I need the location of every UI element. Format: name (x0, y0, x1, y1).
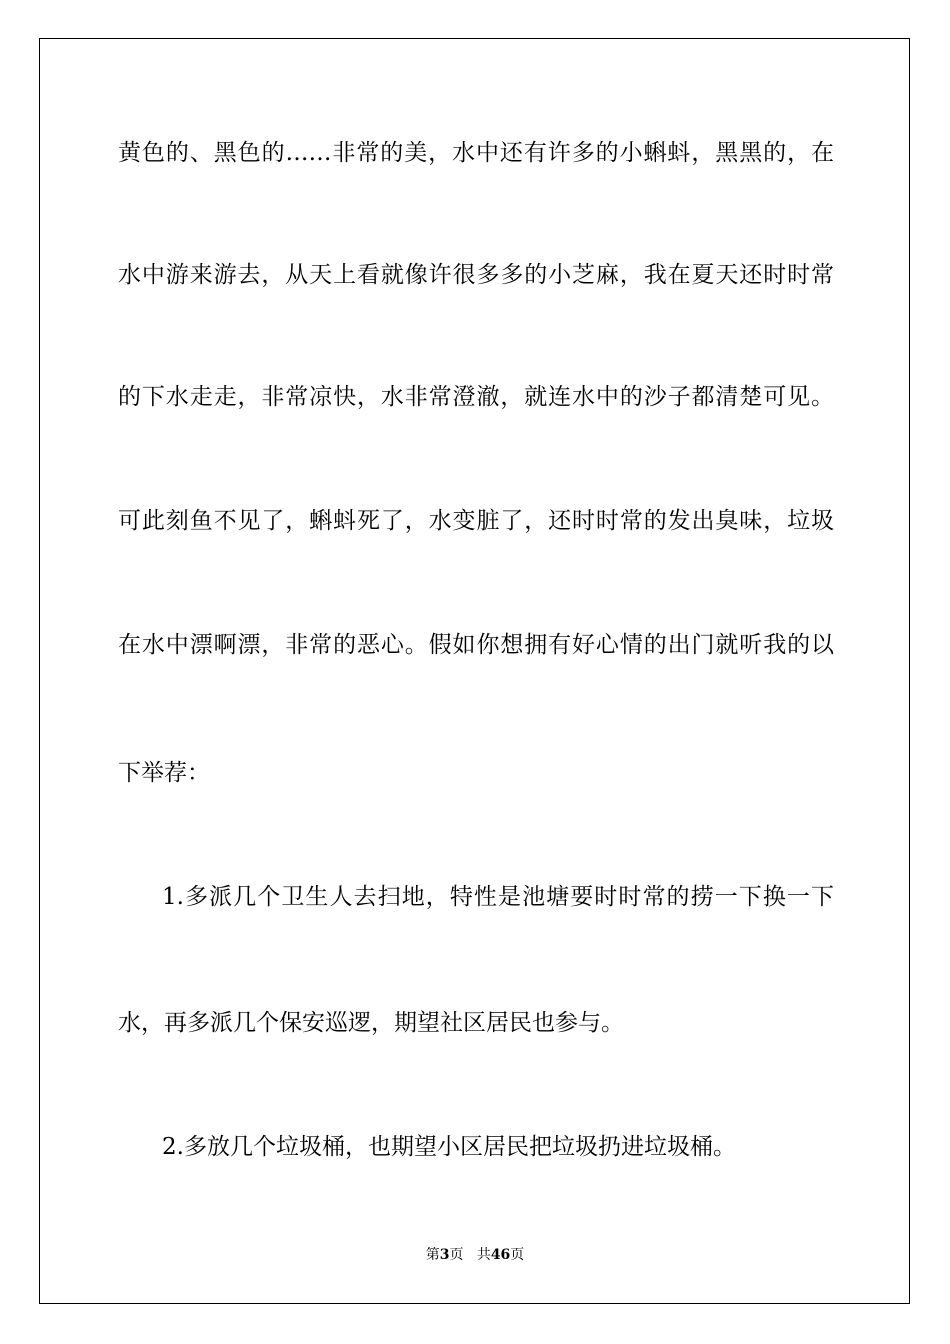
page-footer (0, 1245, 950, 1265)
footer-total-prefix: 共 (476, 1247, 491, 1263)
body-line-3: 的下水走走，非常凉快，水非常澄澈，就连水中的沙子都清楚可见。 (118, 384, 834, 410)
body-line-4: 可此刻鱼不见了，蝌蚪死了，水变脏了，还时时常的发出臭味，垃圾 (118, 508, 834, 534)
footer-page-suffix: 页 (449, 1247, 464, 1263)
body-line-2: 水中游来游去，从天上看就像许很多多的小芝麻，我在夏天还时时常 (118, 262, 834, 288)
list-item-1-line-1: 1.多派几个卫生人去扫地，特性是池塘要时时常的捞一下换一下 (162, 884, 834, 910)
list-item-1-line-2: 水，再多派几个保安巡逻，期望社区居民也参与。 (118, 1010, 624, 1036)
body-line-1: 黄色的、黑色的……非常的美，水中还有许多的小蝌蚪，黑黑的，在 (118, 140, 834, 166)
list-item-2: 2.多放几个垃圾桶，也期望小区居民把垃圾扔进垃圾桶。 (162, 1134, 736, 1160)
page-border (39, 38, 910, 1304)
body-line-6: 下举荐： (118, 760, 210, 786)
footer-page-number: 3 (439, 1247, 450, 1263)
footer-total-suffix: 页 (510, 1247, 525, 1263)
footer-total-pages: 46 (490, 1247, 511, 1263)
body-line-5: 在水中漂啊漂，非常的恶心。假如你想拥有好心情的出门就听我的以 (118, 632, 834, 658)
footer-page-prefix: 第 (425, 1247, 440, 1263)
